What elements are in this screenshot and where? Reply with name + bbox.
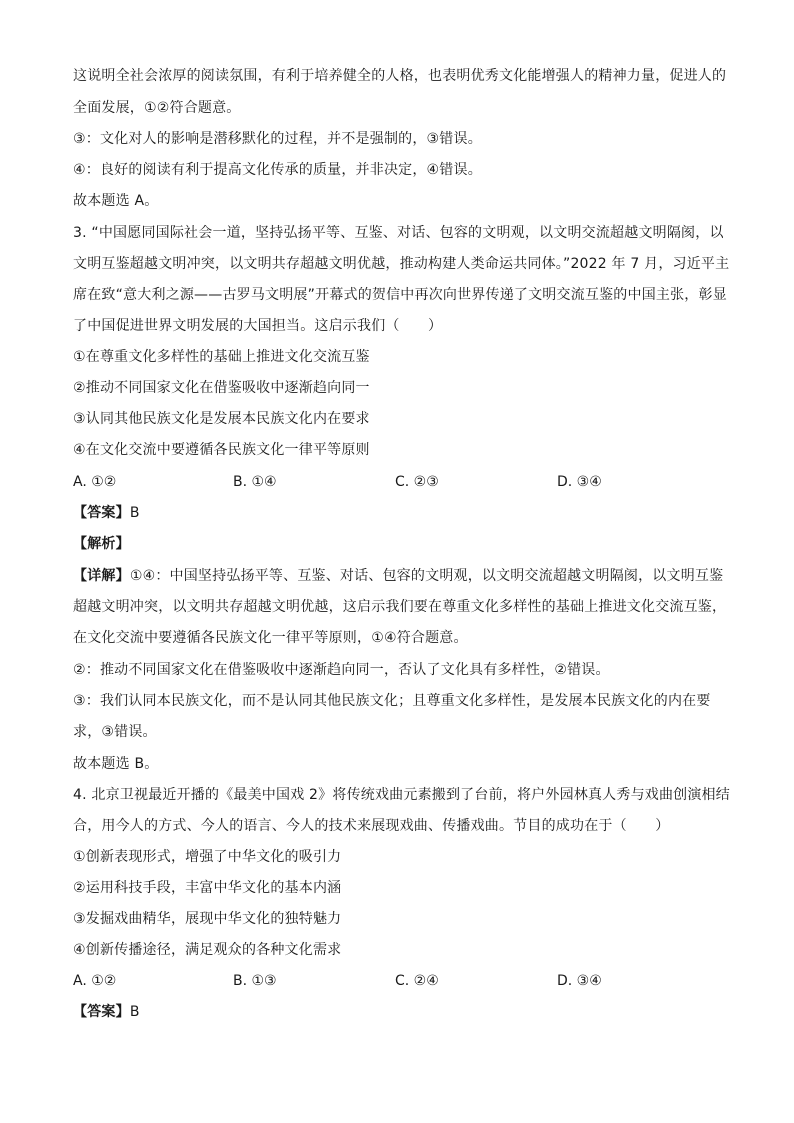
- choice-option-a: A. ①②: [73, 474, 117, 490]
- answer-line: [73, 1002, 140, 1022]
- statement-item: ④创新传播途径，满足观众的各种文化需求: [73, 942, 342, 958]
- statement-item: ②推动不同国家文化在借鉴吸收中逐渐趋向同一: [73, 380, 370, 396]
- choice-option-b: B. ①③: [233, 973, 277, 989]
- answer-line: [73, 503, 140, 523]
- detail-line: 故本题选 B。: [73, 756, 159, 772]
- statement-item: ①在尊重文化多样性的基础上推进文化交流互鉴: [73, 349, 370, 365]
- detail-line: ③：我们认同本民族文化，而不是认同其他民族文化；且尊重文化多样性，是发展本民族文化的内在要: [73, 693, 711, 709]
- detail-label: 【详解】: [73, 568, 130, 584]
- statement-item: ②运用科技手段，丰富中华文化的基本内涵: [73, 880, 342, 896]
- analysis-label: 【解析】: [73, 536, 130, 552]
- question-stem-line: 合，用今人的方式、今人的语言、今人的技术来展现戏曲、传播戏曲。节目的成功在于（ ）: [73, 818, 670, 834]
- text-line: 故本题选 A。: [73, 193, 159, 209]
- choice-option-c: C. ②④: [395, 973, 439, 989]
- choice-option-b: B. ①④: [233, 474, 277, 490]
- choice-option-c: C. ②③: [395, 474, 439, 490]
- statement-item: ③发掘戏曲精华，展现中华文化的独特魅力: [73, 911, 342, 927]
- statement-item: ①创新表现形式，增强了中华文化的吸引力: [73, 849, 342, 865]
- detail-text: ①④：中国坚持弘扬平等、互鉴、对话、包容的文明观，以文明交流超越文明隔阂，以文明互鉴: [129, 568, 724, 584]
- detail-line: 在文化交流中要遵循各民族文化一律平等原则，①④符合题意。: [73, 630, 468, 646]
- detail-line: 超越文明冲突，以文明共存超越文明优越，这启示我们要在尊重文化多样性的基础上推进文化交流互鉴，: [73, 599, 727, 615]
- choice-option-d: D. ③④: [557, 474, 602, 490]
- detail-line: [73, 566, 723, 586]
- answer-value: B: [129, 1004, 140, 1020]
- choice-option-d: D. ③④: [557, 973, 602, 989]
- question-stem-line: 文明互鉴超越文明冲突，以文明共存超越文明优越，推动构建人类命运共同体。”2022 年 7 月，习近平主: [73, 256, 730, 272]
- text-line: 全面发展，①②符合题意。: [73, 100, 241, 116]
- text-line: ③：文化对人的影响是潜移默化的过程，并不是强制的，③错误。: [73, 131, 482, 147]
- statement-item: ③认同其他民族文化是发展本民族文化内在要求: [73, 411, 370, 427]
- answer-label: 【答案】: [73, 1004, 130, 1020]
- question-stem-line: 3. “中国愿同国际社会一道，坚持弘扬平等、互鉴、对话、包容的文明观，以文明交流超越文明隔阂，以: [73, 225, 724, 241]
- question-stem-line: 席在致“意大利之源——古罗马文明展”开幕式的贺信中再次向世界传递了文明交流互鉴的中国主张，彰显: [73, 287, 727, 303]
- detail-line: 求，③错误。: [73, 724, 157, 740]
- answer-label: 【答案】: [73, 505, 130, 521]
- detail-line: ②：推动不同国家文化在借鉴吸收中逐渐趋向同一，否认了文化具有多样性，②错误。: [73, 662, 610, 678]
- question-stem-line: 4. 北京卫视最近开播的《最美中国戏 2》将传统戏曲元素搬到了台前，将户外园林真人秀与戏曲创演相结: [73, 787, 730, 803]
- question-stem-line: 了中国促进世界文明发展的大国担当。这启示我们（ ）: [73, 318, 443, 334]
- answer-value: B: [129, 505, 140, 521]
- text-line: 这说明全社会浓厚的阅读氛围，有利于培养健全的人格，也表明优秀文化能增强人的精神力量，促进人的: [73, 68, 727, 84]
- statement-item: ④在文化交流中要遵循各民族文化一律平等原则: [73, 442, 370, 458]
- text-line: ④：良好的阅读有利于提高文化传承的质量，并非决定，④错误。: [73, 162, 482, 178]
- choice-option-a: A. ①②: [73, 973, 117, 989]
